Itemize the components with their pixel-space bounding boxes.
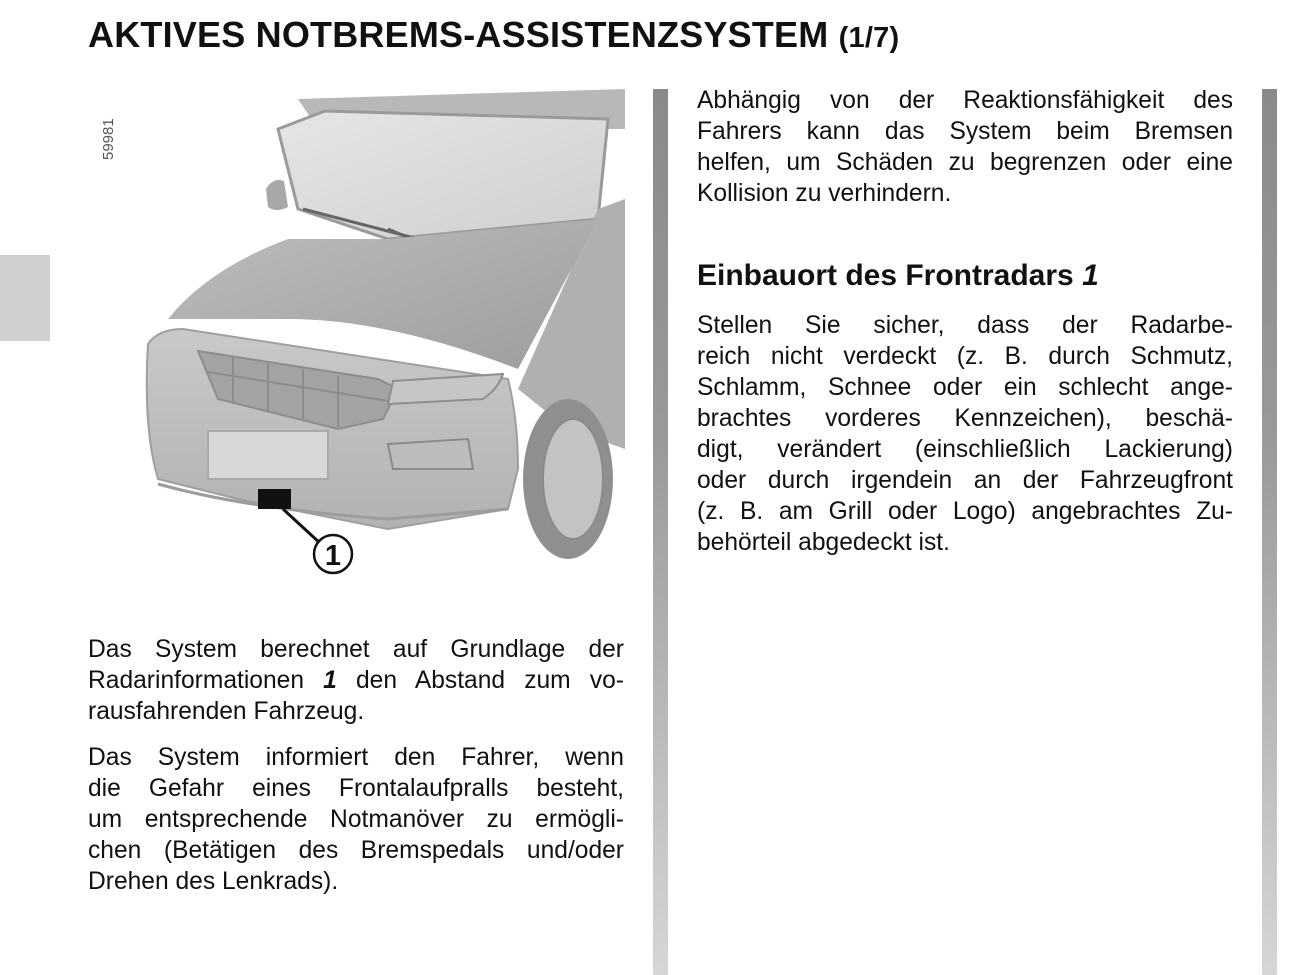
text-line: Drehen des Lenkrads). <box>88 868 339 895</box>
text-line: chen (Betätigen des Bremspedals und/oder <box>88 837 624 864</box>
text-line: helfen, um Schäden zu begrenzen oder eine <box>697 149 1233 176</box>
text-line: Das System informiert den Fahrer, wenn <box>88 744 624 771</box>
page-indicator: (1/7) <box>838 22 900 54</box>
section-heading-radar-location <box>697 259 1099 293</box>
column-divider-right <box>1262 89 1277 975</box>
text-line: Fahrers kann das System beim Bremsen <box>697 118 1233 145</box>
text-line: behörteil abgedeckt ist. <box>697 529 950 556</box>
car-fog-light <box>388 439 473 469</box>
column-divider-left <box>653 89 668 975</box>
paragraph-driver-warning <box>88 742 624 897</box>
text-line: Stellen Sie sicher, dass der Radarbe- <box>697 312 1233 339</box>
page-title-text: AKTIVES NOTBREMS-ASSISTENZSYSTEM <box>88 14 829 55</box>
text-line: digt, verändert (einschließlich Lackierung) <box>697 436 1233 463</box>
text-line: rausfahrenden Fahrzeug. <box>88 698 365 725</box>
paragraph-radar-distance <box>88 634 624 727</box>
paragraph-braking-help <box>697 85 1233 209</box>
car-front-illustration <box>88 89 625 589</box>
text-line: reich nicht verdeckt (z. B. durch Schmutz, <box>697 343 1233 370</box>
text-line <box>88 665 624 696</box>
car-mirror <box>266 180 288 210</box>
text-fragment: Radarinformationen <box>88 667 324 694</box>
text-line: die Gefahr eines Frontalaufpralls besteht, <box>88 775 624 802</box>
paragraph-radar-obstruction <box>697 310 1233 558</box>
front-radar-sensor <box>258 489 291 509</box>
license-plate-area <box>208 431 328 479</box>
text-fragment: den Abstand zum vo- <box>336 667 624 694</box>
car-windshield <box>278 111 608 239</box>
section-heading-ref: 1 <box>1082 259 1099 292</box>
text-line: brachtes vorderes Kennzeichen), beschä- <box>697 405 1233 432</box>
text-line: Schlamm, Schnee oder ein schlecht ange- <box>697 374 1233 401</box>
text-line: (z. B. am Grill oder Logo) angebrachtes Zu- <box>697 498 1233 525</box>
figure-id: 59981 <box>100 118 117 160</box>
reference-number: 1 <box>323 667 337 694</box>
text-line: Abhängig von der Reaktionsfähigkeit des <box>697 87 1233 114</box>
text-line: um entsprechende Notmanöver zu ermögli- <box>88 806 624 833</box>
text-line: Kollision zu verhindern. <box>697 180 952 207</box>
text-line: oder durch irgendein an der Fahrzeugfront <box>697 467 1233 494</box>
chapter-tab-marker <box>0 255 50 341</box>
page-title <box>88 14 899 56</box>
callout-label: 1 <box>324 540 342 572</box>
text-line: Das System berechnet auf Grundlage der <box>88 636 624 663</box>
section-heading-text: Einbauort des Frontradars <box>697 259 1083 292</box>
